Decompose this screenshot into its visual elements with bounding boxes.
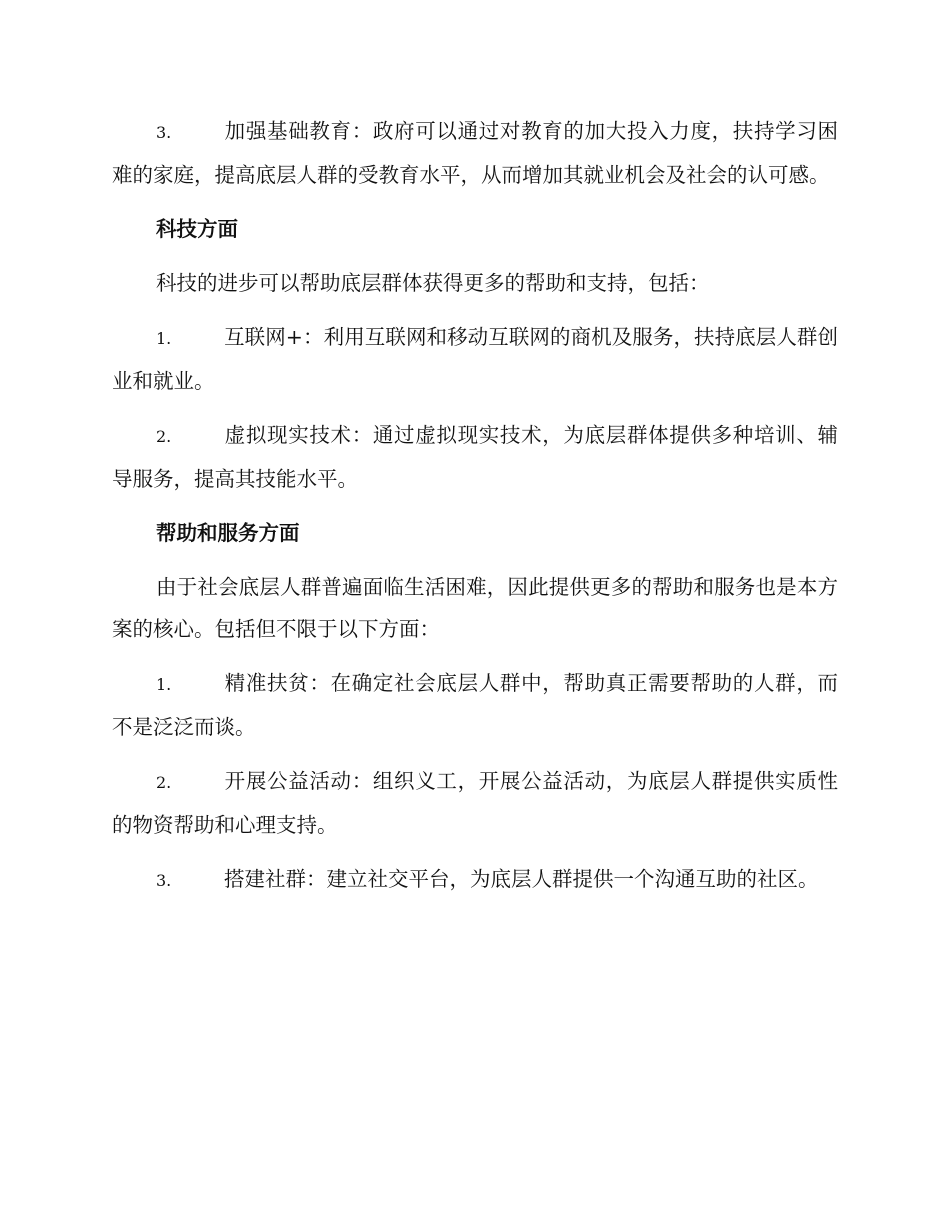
list-item-community [112, 858, 838, 902]
list-number: 1. [156, 329, 172, 348]
paragraph-technology-intro: 科技的进步可以帮助底层群体获得更多的帮助和支持，包括： [156, 271, 710, 295]
section-heading-help-services: 帮助和服务方面 [156, 521, 300, 545]
list-number: 3. [156, 871, 172, 890]
list-text: 虚拟现实技术：通过虚拟现实技术，为底层群体提供多种培训、辅导服务，提高其技能水平。 [112, 423, 838, 491]
list-item-targeted-poverty [112, 662, 838, 748]
list-item-public-welfare [112, 760, 838, 846]
list-item-virtual-reality [112, 414, 838, 500]
list-number: 2. [156, 773, 172, 792]
list-text: 搭建社群：建立社交平台，为底层人群提供一个沟通互助的社区。 [224, 867, 819, 891]
list-text: 开展公益活动：组织义工，开展公益活动，为底层人群提供实质性的物资帮助和心理支持。 [112, 769, 838, 837]
list-item-education [112, 110, 838, 196]
list-number: 2. [156, 427, 172, 446]
list-item-internet-plus [112, 316, 838, 402]
list-text: 互联网+：利用互联网和移动互联网的商机及服务，扶持底层人群创业和就业。 [112, 325, 838, 393]
paragraph-help-services-intro: 由于社会底层人群普遍面临生活困难，因此提供更多的帮助和服务也是本方案的核心。包括但不限于以下方面： [112, 575, 838, 641]
list-text: 加强基础教育：政府可以通过对教育的加大投入力度，扶持学习困难的家庭，提高底层人群的受教育水平，从而增加其就业机会及社会的认可感。 [112, 119, 838, 187]
section-heading-technology: 科技方面 [156, 217, 238, 241]
list-text: 精准扶贫：在确定社会底层人群中，帮助真正需要帮助的人群，而不是泛泛而谈。 [112, 671, 838, 739]
list-number: 1. [156, 675, 172, 694]
document-page [112, 110, 838, 914]
list-number: 3. [156, 123, 172, 142]
